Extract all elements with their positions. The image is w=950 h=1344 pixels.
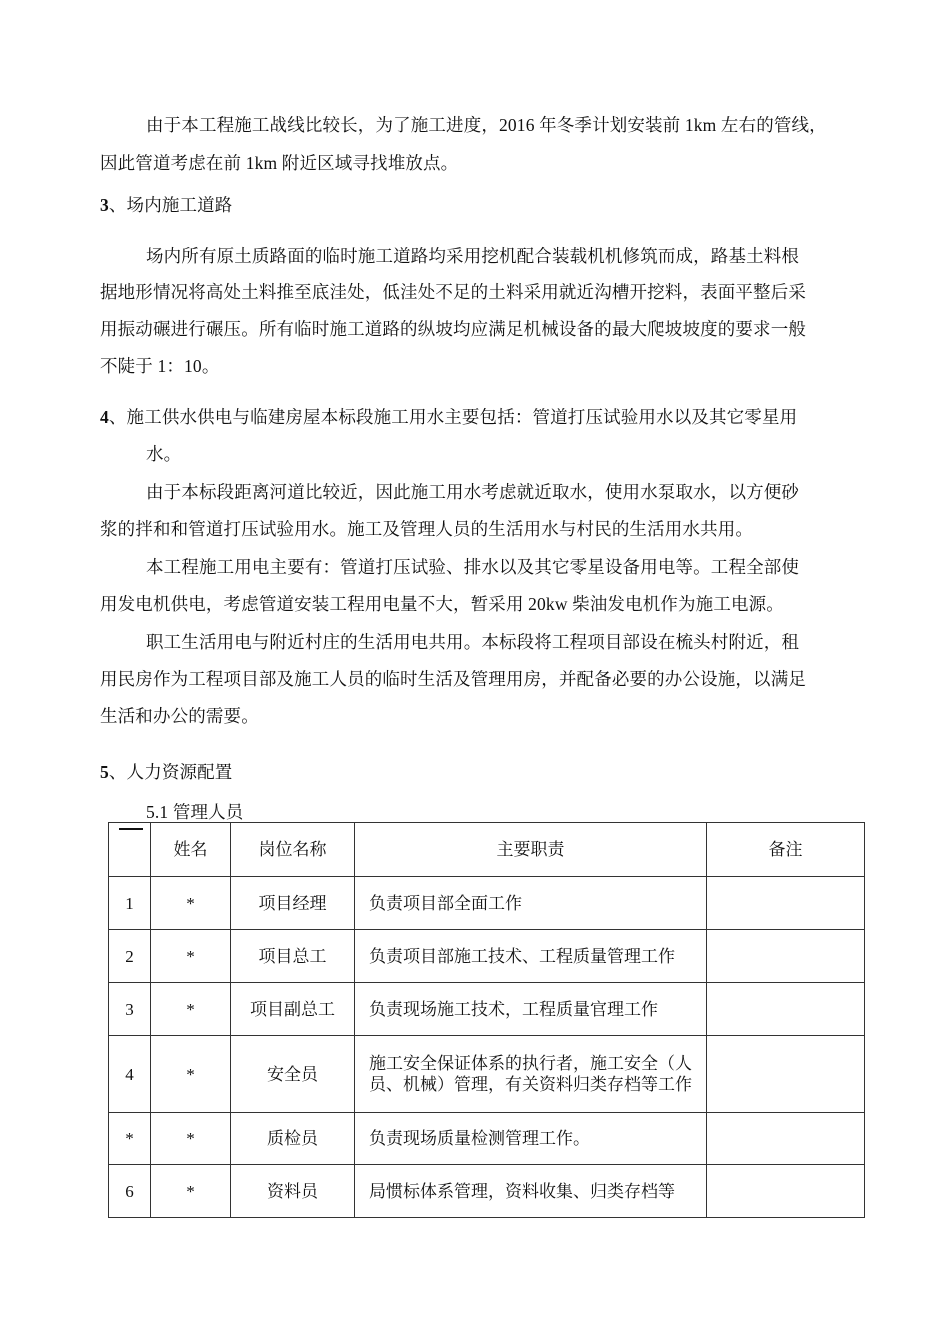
paragraph-line: 不陡于 1：10。	[100, 356, 220, 376]
header-cell-index	[109, 823, 151, 877]
heading-text: 、人力资源配置	[108, 762, 233, 782]
cell-name: *	[151, 983, 231, 1036]
table-header-row	[109, 823, 865, 877]
heading-number: 3	[100, 195, 109, 215]
cell-duty: 负责现场施工技术，工程质量官理工作	[355, 983, 707, 1036]
header-cell-post: 岗位名称	[231, 823, 355, 877]
cell-duty: 负责项目部施工技术、工程质量管理工作	[355, 930, 707, 983]
heading-number: 4	[100, 407, 109, 427]
cell-note	[707, 930, 865, 983]
section-heading-4	[100, 405, 870, 429]
cell-name: *	[151, 1113, 231, 1165]
cell-no: 2	[109, 930, 151, 983]
staff-table	[108, 822, 865, 1218]
header-cell-name: 姓名	[151, 823, 231, 877]
cell-name: *	[151, 1165, 231, 1218]
paragraph-line: 水。	[146, 444, 182, 464]
paragraph-line: 据地形情况将高处土料推至底洼处，低洼处不足的土料采用就近沟槽开挖料，表面平整后采	[100, 282, 806, 302]
cell-duty: 负责现场质量检测管理工作。	[355, 1113, 707, 1165]
header-cell-duty: 主要职责	[355, 823, 707, 877]
cell-note	[707, 1113, 865, 1165]
cell-duty: 局惯标体系管理，资料收集、归类存档等	[355, 1165, 707, 1218]
cell-post: 项目副总工	[231, 983, 355, 1036]
heading-text: 、场内施工道路	[108, 195, 233, 215]
table-row	[109, 1113, 865, 1165]
paragraph-line: 用振动碾进行碾压。所有临时施工道路的纵坡均应满足机械设备的最大爬坡坡度的要求一般	[100, 319, 806, 339]
cell-name: *	[151, 930, 231, 983]
cell-post: 质检员	[231, 1113, 355, 1165]
cell-no: 6	[109, 1165, 151, 1218]
cell-no: 3	[109, 983, 151, 1036]
dash-mark	[119, 828, 143, 830]
cell-note	[707, 877, 865, 930]
paragraph-line: 由于本标段距离河道比较近，因此施工用水考虑就近取水，使用水泵取水，以方便砂	[146, 482, 800, 502]
cell-note	[707, 983, 865, 1036]
table-row	[109, 1036, 865, 1113]
cell-duty: 施工安全保证体系的执行者，施工安全（人员、机械）管理，有关资料归类存档等工作	[355, 1036, 707, 1113]
paragraph-line: 浆的拌和和管道打压试验用水。施工及管理人员的生活用水与村民的生活用水共用。	[100, 519, 754, 539]
paragraph-line: 生活和办公的需要。	[100, 706, 259, 726]
paragraph-line: 职工生活用电与附近村庄的生活用电共用。本标段将工程项目部设在梳头村附近，租	[146, 632, 800, 652]
cell-no: *	[109, 1113, 151, 1165]
table-row	[109, 1165, 865, 1218]
paragraph-line: 本工程施工用电主要有：管道打压试验、排水以及其它零星设备用电等。工程全部使	[146, 557, 800, 577]
cell-post: 安全员	[231, 1036, 355, 1113]
cell-post: 资料员	[231, 1165, 355, 1218]
section-heading-5	[100, 760, 870, 784]
paragraph-line: 用民房作为工程项目部及施工人员的临时生活及管理用房，并配备必要的办公设施，以满足	[100, 669, 806, 689]
cell-no: 1	[109, 877, 151, 930]
heading-number: 5	[100, 762, 109, 782]
cell-duty: 负责项目部全面工作	[355, 877, 707, 930]
cell-note	[707, 1036, 865, 1113]
header-cell-note: 备注	[707, 823, 865, 877]
cell-no: 4	[109, 1036, 151, 1113]
subsection-heading: 5.1 管理人员	[146, 802, 244, 822]
cell-post: 项目经理	[231, 877, 355, 930]
cell-post: 项目总工	[231, 930, 355, 983]
heading-text: 、施工供水供电与临建房屋本标段施工用水主要包括：管道打压试验用水以及其它零星用	[108, 407, 798, 427]
paragraph-line: 用发电机供电，考虑管道安装工程用电量不大，暂采用 20kw 柴油发电机作为施工电源。	[100, 594, 784, 614]
section-heading-3	[100, 193, 870, 217]
cell-name: *	[151, 1036, 231, 1113]
cell-note	[707, 1165, 865, 1218]
table-row	[109, 877, 865, 930]
paragraph-line: 因此管道考虑在前 1km 附近区域寻找堆放点。	[100, 153, 459, 173]
paragraph-line: 由于本工程施工战线比较长，为了施工进度，2016 年冬季计划安装前 1km 左右的管线，	[146, 115, 827, 135]
table-row	[109, 983, 865, 1036]
table-row	[109, 930, 865, 983]
paragraph-line: 场内所有原土质路面的临时施工道路均采用挖机配合装载机机修筑而成，路基土料根	[146, 246, 800, 266]
cell-name: *	[151, 877, 231, 930]
